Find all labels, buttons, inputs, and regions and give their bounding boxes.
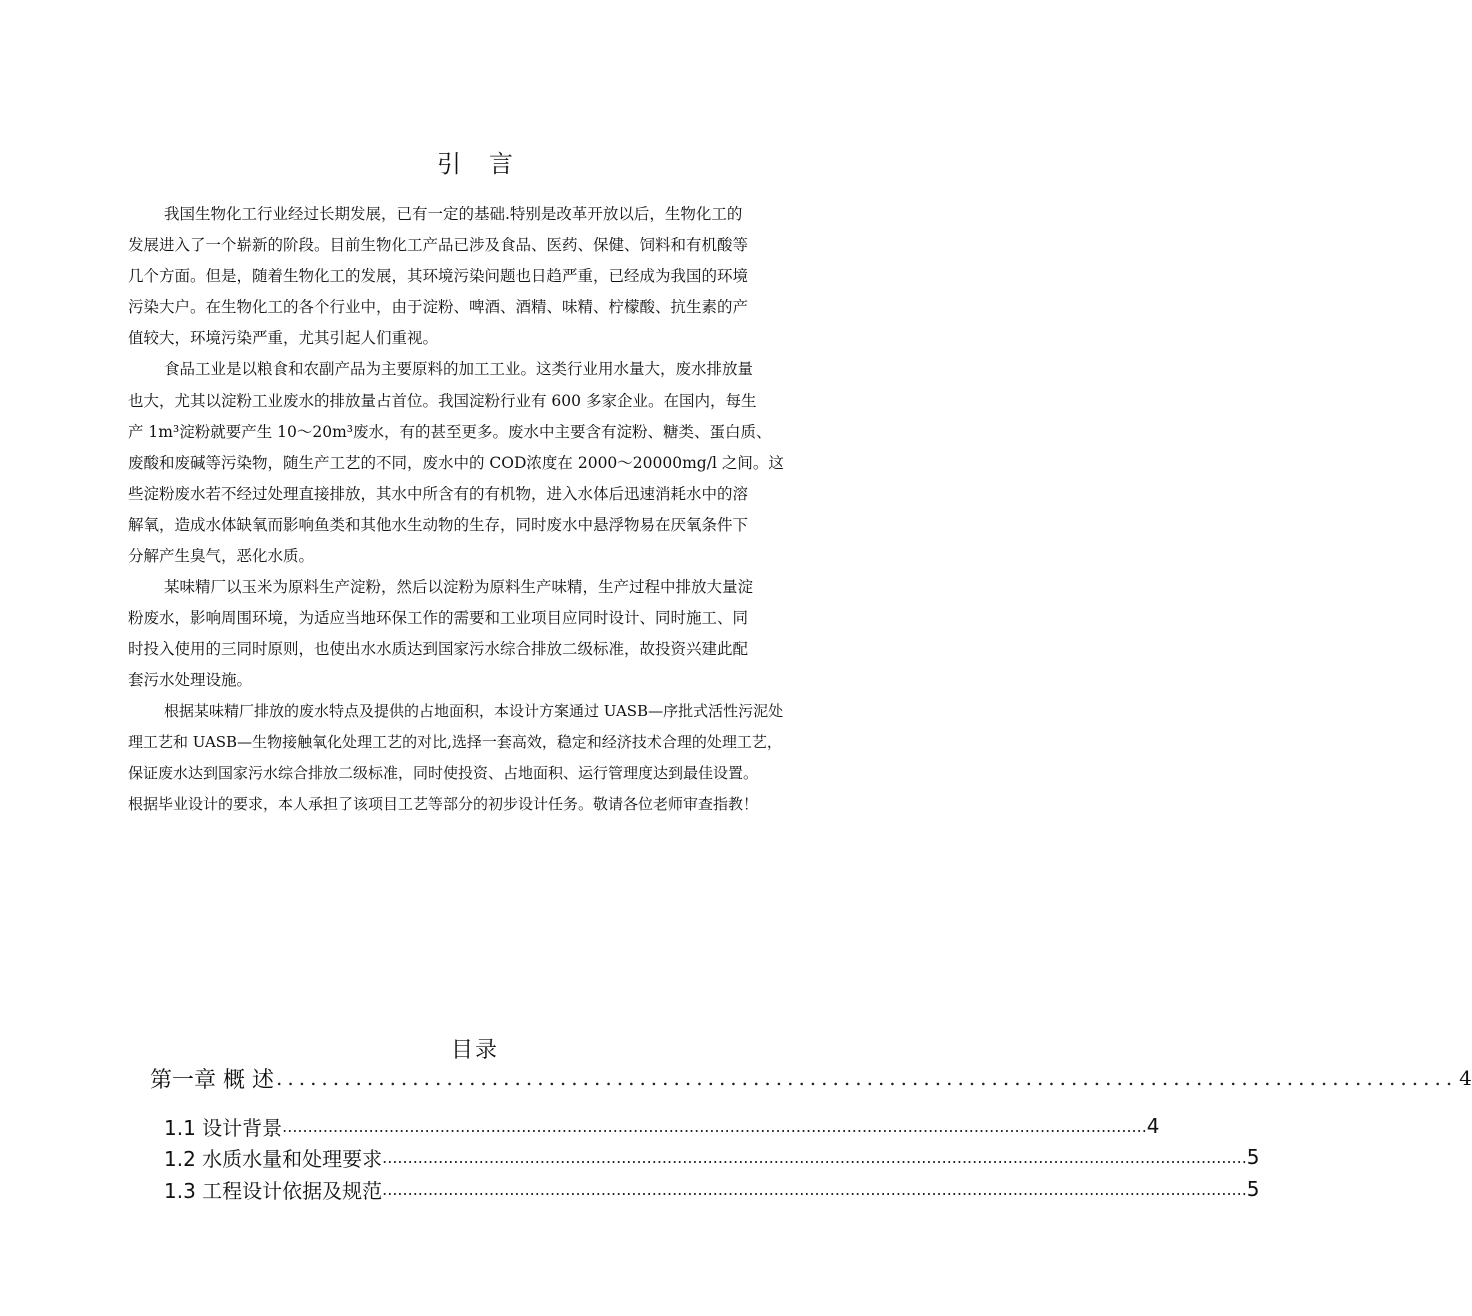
- paragraph-line: 时投入使用的三同时原则，也使出水水质达到国家污水综合排放二级标准，故投资兴建此配: [128, 640, 749, 658]
- toc-entry-label: 1.2 水质水量和处理要求: [164, 1146, 383, 1171]
- paragraph-line: 保证废水达到国家污水综合排放二级标准，同时使投资、占地面积、运行管理度达到最佳设置。: [128, 764, 759, 782]
- paragraph-line: 污染大户。在生物化工的各个行业中，由于淀粉、啤酒、酒精、味精、柠檬酸、抗生素的产: [128, 298, 749, 316]
- toc-leader-dots: ..........................................................................................................................................................................: [382, 1147, 1247, 1167]
- toc-entry-label: 1.1 设计背景: [164, 1115, 283, 1140]
- paragraph-line: 粉废水，影响周围环境，为适应当地环保工作的需要和工业项目应同时设计、同时施工、同: [128, 609, 749, 627]
- toc-entry-1-2[interactable]: [164, 1143, 1260, 1171]
- toc-entry-label: 第一章 概 述: [150, 1067, 274, 1093]
- toc-entry-1-1[interactable]: [164, 1112, 1160, 1140]
- paragraph-line: 食品工业是以粮食和农副产品为主要原料的加工工业。这类行业用水量大，废水排放量: [164, 360, 754, 378]
- paragraph-line: 分解产生臭气，恶化水质。: [128, 547, 315, 565]
- paragraph-line: 些淀粉废水若不经过处理直接排放，其水中所含有的有机物，进入水体后迅速消耗水中的溶: [128, 485, 749, 503]
- paragraph-line: 套污水处理设施。: [128, 671, 253, 689]
- paragraph-line: 产 1m³淀粉就要产生 10～20m³废水，有的甚至更多。废水中主要含有淀粉、糖类、蛋白质、: [128, 423, 772, 441]
- paragraph-line: 某味精厂以玉米为原料生产淀粉，然后以淀粉为原料生产味精，生产过程中排放大量淀: [164, 578, 754, 596]
- paragraph-line: 也大，尤其以淀粉工业废水的排放量占首位。我国淀粉行业有 600 多家企业。在国内，每生: [128, 392, 757, 410]
- toc-leader-dots: ..........................................................................................................................................................................: [382, 1179, 1247, 1199]
- paragraph-line: 根据某味精厂排放的废水特点及提供的占地面积，本设计方案通过 UASB—序批式活性污泥处: [164, 702, 784, 720]
- paragraph-line: 我国生物化工行业经过长期发展，已有一定的基础.特别是改革开放以后，生物化工的: [164, 205, 743, 223]
- paragraph-line: 解氧，造成水体缺氧而影响鱼类和其他水生动物的生存，同时废水中悬浮物易在厌氧条件下: [128, 516, 749, 534]
- toc-page-number: 5: [1246, 1145, 1260, 1169]
- paragraph-line: 根据毕业设计的要求，本人承担了该项目工艺等部分的初步设计任务。敬请各位老师审查指教！: [128, 795, 759, 813]
- toc-page-number: 4: [1459, 1066, 1472, 1090]
- paragraph-line: 废酸和废碱等污染物，随生产工艺的不同，废水中的 COD浓度在 2000～20000mg/l 之间。这: [128, 454, 784, 472]
- paragraph-line: 值较大，环境污染严重，尤其引起人们重视。: [128, 329, 439, 347]
- toc-entry-label: 1.3 工程设计依据及规范: [164, 1178, 383, 1203]
- toc-leader-dots: ........................................................................................................: [276, 1066, 1458, 1090]
- toc-leader-dots: ..........................................................................................................................................................................: [282, 1116, 1147, 1136]
- toc-page-number: 4: [1146, 1114, 1160, 1138]
- toc-entry-1-3[interactable]: [164, 1175, 1260, 1203]
- intro-title: 引言: [437, 150, 541, 178]
- toc-entry-chapter-1[interactable]: [150, 1063, 1472, 1093]
- paragraph-line: 理工艺和 UASB—生物接触氧化处理工艺的对比,选择一套高效，稳定和经济技术合理的处理工艺，: [128, 733, 782, 751]
- toc-title: 目录: [450, 1038, 499, 1063]
- toc-page-number: 5: [1246, 1177, 1260, 1201]
- paragraph-line: 几个方面。但是，随着生物化工的发展，其环境污染问题也日趋严重，已经成为我国的环境: [128, 267, 749, 285]
- paragraph-line: 发展进入了一个崭新的阶段。目前生物化工产品已涉及食品、医药、保健、饲料和有机酸等: [128, 236, 749, 254]
